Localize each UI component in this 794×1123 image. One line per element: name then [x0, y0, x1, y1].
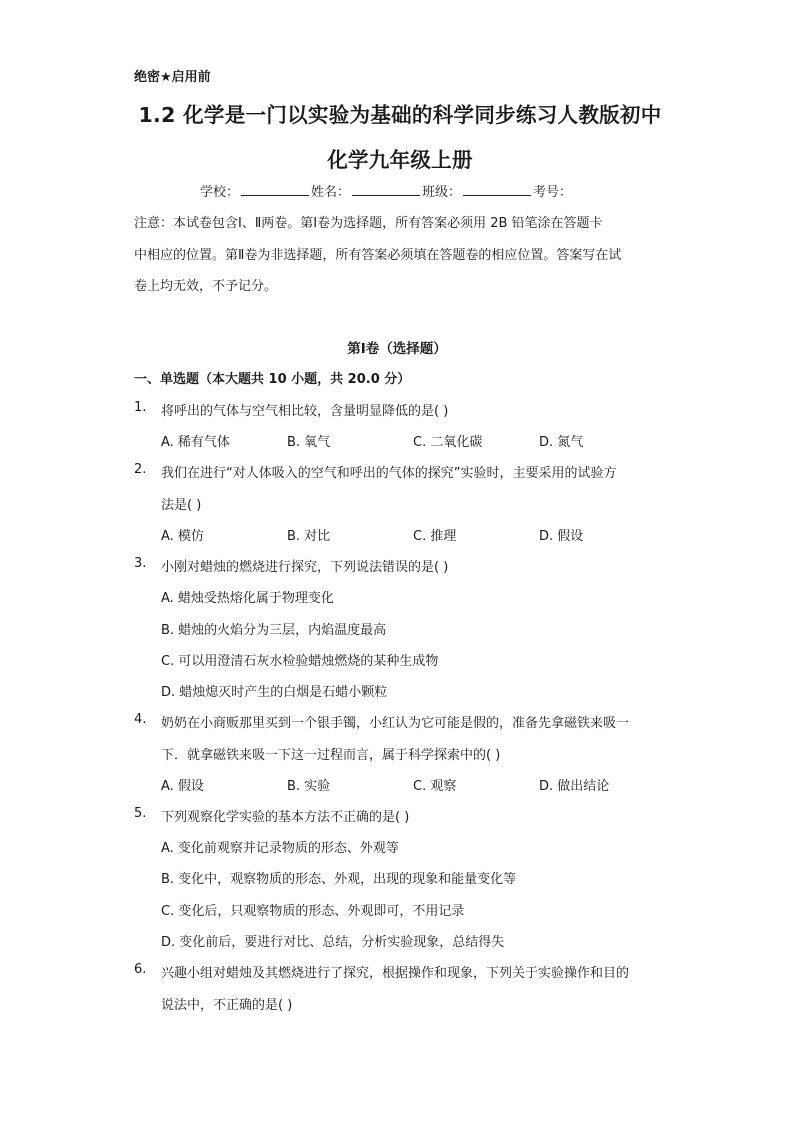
- secret-mark: 绝密★启用前: [134, 70, 211, 85]
- option-b: B. 对比: [287, 529, 331, 544]
- question-text: 奶奶在小商贩那里买到一个银手镯，小红认为它可能是假的，准备先拿磁铁来吸一: [161, 716, 630, 731]
- question-number: 4.: [134, 712, 147, 727]
- option-b: B. 实验: [287, 779, 331, 794]
- question-number: 1.: [134, 400, 147, 415]
- question-text: 下．就拿磁铁来吸一下这一过程而言，属于科学探索中的( ): [161, 748, 501, 763]
- notice-line: 中相应的位置。第Ⅱ卷为非选择题，所有答案必须填在答题卷的相应位置。答案写在试: [134, 248, 622, 263]
- question-text: 兴趣小组对蜡烛及其燃烧进行了探究，根据操作和现象，下列关于实验操作和目的: [161, 966, 630, 981]
- student-info-row: [200, 181, 572, 200]
- section-title: 一、单选题（本大题共 10 小题，共 20.0 分）: [134, 372, 411, 387]
- option-b: B. 氧气: [287, 435, 331, 450]
- option-a: A. 蜡烛受热熔化属于物理变化: [161, 591, 334, 606]
- option-b: B. 变化中，观察物质的形态、外观，出现的现象和能量变化等: [161, 872, 517, 887]
- question-text: 小刚对蜡烛的燃烧进行探究，下列说法错误的是( ): [161, 560, 449, 575]
- question-number: 3.: [134, 556, 147, 571]
- question-text: 下列观察化学实验的基本方法不正确的是( ): [161, 810, 410, 825]
- option-a: A. 假设: [161, 779, 204, 794]
- question-text: 将呼出的气体与空气相比较，含量明显降低的是( ): [161, 404, 449, 419]
- option-a: A. 模仿: [161, 529, 204, 544]
- option-d: D. 蜡烛熄灭时产生的白烟是石蜡小颗粒: [161, 685, 388, 700]
- option-c: C. 二氧化碳: [413, 435, 483, 450]
- page-title-line-2: 化学九年级上册: [327, 148, 473, 172]
- option-c: C. 可以用澄清石灰水检验蜡烛燃烧的某种生成物: [161, 654, 439, 669]
- name-blank: [352, 183, 420, 196]
- option-a: A. 变化前观察并记录物质的形态、外观等: [161, 841, 399, 856]
- school-blank: [241, 183, 309, 196]
- notice-line: 卷上均无效，不予记分。: [134, 279, 278, 294]
- page-title-line-1: 1.2 化学是一门以实验为基础的科学同步练习人教版初中: [138, 103, 662, 127]
- question-text: 我们在进行“对人体吸入的空气和呼出的气体的探究”实验时，主要采用的试验方: [161, 466, 617, 481]
- option-c: C. 变化后，只观察物质的形态、外观即可，不用记录: [161, 904, 465, 919]
- school-label: 学校：: [200, 185, 240, 200]
- option-d: D. 假设: [539, 529, 584, 544]
- option-d: D. 变化前后，要进行对比、总结，分析实验现象，总结得失: [161, 935, 505, 950]
- option-c: C. 推理: [413, 529, 457, 544]
- question-number: 5.: [134, 806, 147, 821]
- question-text: 说法中，不正确的是( ): [161, 998, 293, 1013]
- question-number: 2.: [134, 462, 147, 477]
- option-c: C. 观察: [413, 779, 457, 794]
- option-d: D. 氮气: [539, 435, 584, 450]
- question-text: 法是( ): [161, 498, 202, 513]
- notice-line: 注意：本试卷包含Ⅰ、Ⅱ两卷。第Ⅰ卷为选择题，所有答案必须用 2B 铅笔涂在答题卡: [134, 216, 603, 231]
- exam-no-label: 考号：: [533, 185, 573, 200]
- class-label: 班级：: [422, 185, 462, 200]
- class-blank: [463, 183, 531, 196]
- option-b: B. 蜡烛的火焰分为三层，内焰温度最高: [161, 623, 387, 638]
- name-label: 姓名：: [311, 185, 351, 200]
- option-a: A. 稀有气体: [161, 435, 230, 450]
- volume-title: 第Ⅰ卷（选择题）: [347, 341, 447, 357]
- question-number: 6.: [134, 962, 147, 977]
- option-d: D. 做出结论: [539, 779, 610, 794]
